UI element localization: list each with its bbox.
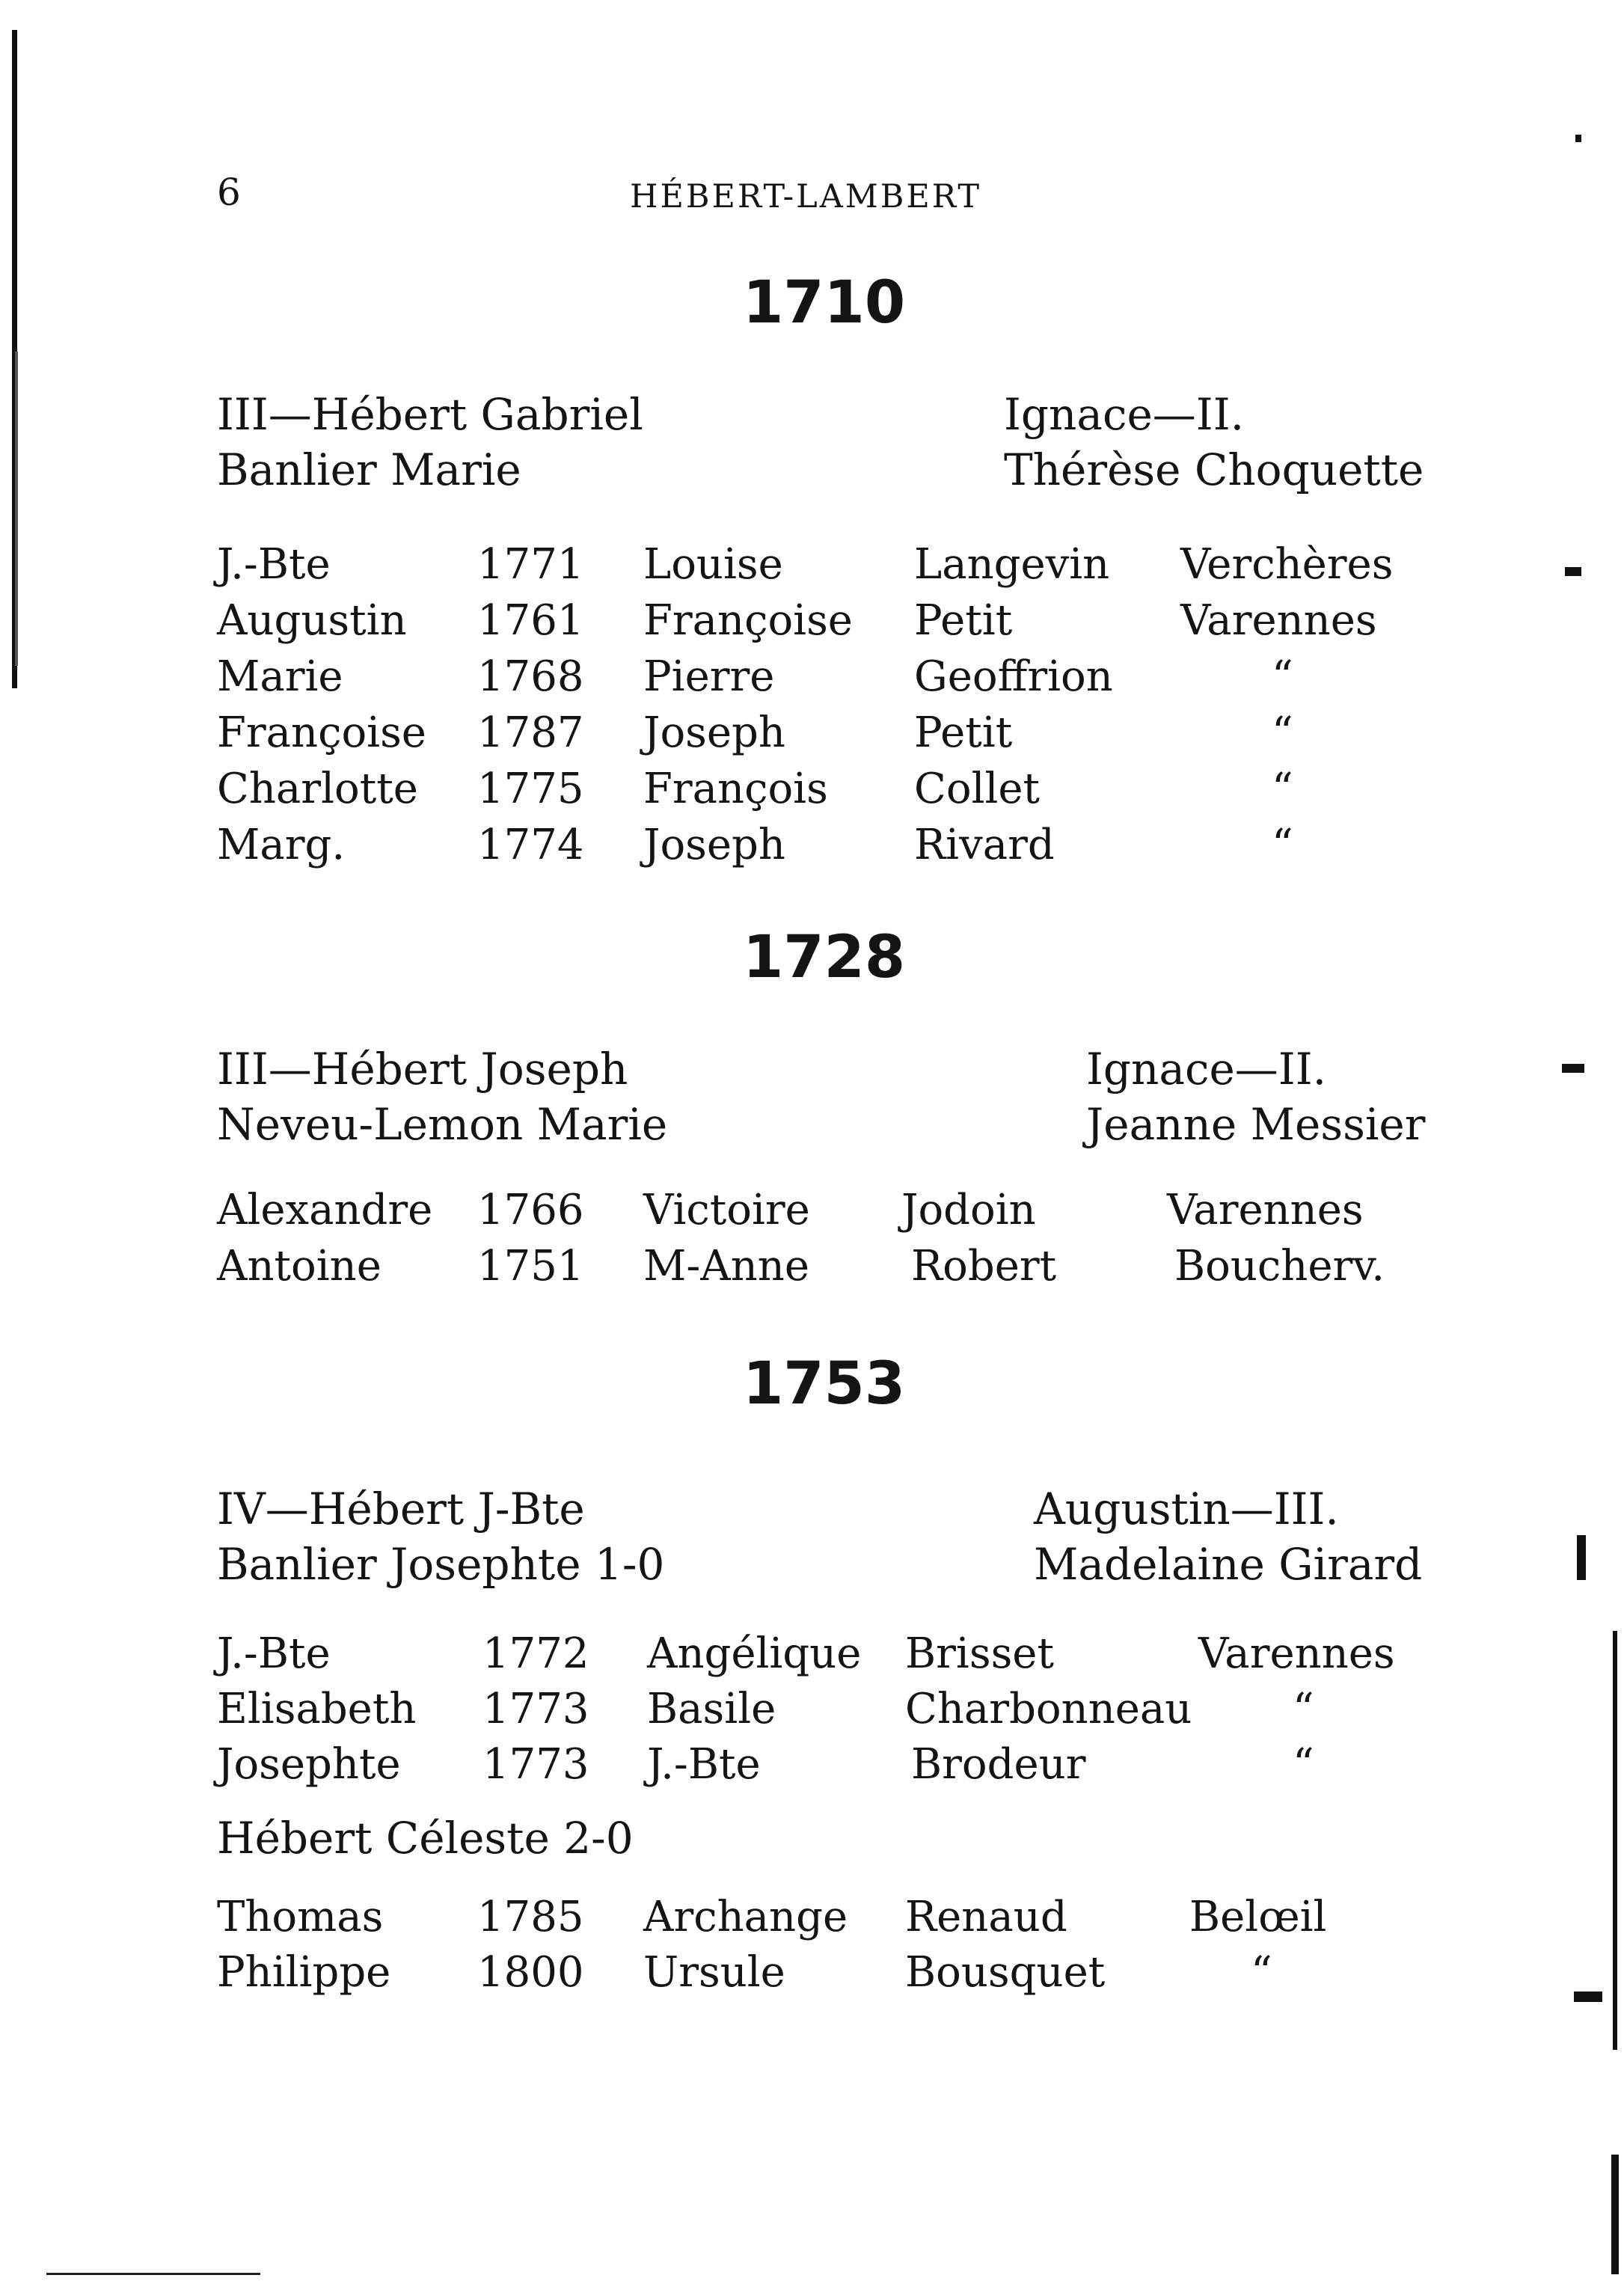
parish-ditto: “: [1272, 821, 1293, 869]
spouse-first-name: Joseph: [643, 821, 785, 869]
marriage-year: 1773: [482, 1740, 589, 1789]
husband-name: III—Hébert Joseph: [217, 1044, 628, 1094]
husband-name: III—Hébert Gabriel: [217, 389, 643, 440]
spouse-first-name: Joseph: [643, 708, 785, 757]
parish-ditto: “: [1293, 1685, 1314, 1733]
spouse-surname: Jodoin: [901, 1186, 1036, 1234]
spouse-surname: Petit: [914, 708, 1013, 757]
spouse-first-name: Angélique: [647, 1629, 862, 1678]
spouse-surname: Brisset: [905, 1629, 1054, 1678]
spouse-surname: Robert: [911, 1242, 1057, 1291]
parish: Varennes: [1180, 596, 1377, 645]
wife-parent: Thérèse Choquette: [1004, 444, 1424, 495]
spouse-first-name: Basile: [647, 1685, 776, 1733]
spouse-first-name: François: [643, 765, 828, 813]
child-name: Françoise: [217, 708, 426, 757]
running-title: HÉBERT-LAMBERT: [630, 178, 982, 215]
right-edge-mark: [1611, 2155, 1619, 2274]
child-name: Marie: [217, 652, 343, 701]
spouse-first-name: Françoise: [643, 596, 853, 645]
parish-ditto: “: [1272, 765, 1293, 813]
spouse-surname: Renaud: [905, 1893, 1067, 1941]
spouse-first-name: Pierre: [643, 652, 775, 701]
page-number: 6: [217, 171, 241, 214]
spouse-surname: Geoffrion: [914, 652, 1113, 701]
spouse-surname: Charbonneau: [905, 1685, 1192, 1733]
wife-name: Banlier Josephte 1-0: [217, 1539, 665, 1590]
child-name: Philippe: [217, 1948, 391, 1997]
wife-name: Banlier Marie: [217, 444, 521, 495]
parish-ditto: “: [1272, 652, 1293, 701]
parish-ditto: “: [1272, 708, 1293, 757]
marriage-year: 1751: [477, 1242, 584, 1291]
marriage-year: 1772: [482, 1629, 589, 1678]
marriage-year: 1787: [477, 708, 584, 757]
parish-ditto: “: [1251, 1948, 1272, 1997]
marriage-year: 1766: [477, 1186, 584, 1234]
husband-parent: Augustin—III.: [1034, 1484, 1339, 1534]
spouse-surname: Bousquet: [905, 1948, 1106, 1997]
spouse-surname: Petit: [914, 596, 1013, 645]
marriage-year: 1771: [477, 540, 584, 589]
section-year: 1753: [743, 1350, 906, 1418]
parish: Belœil: [1189, 1893, 1327, 1941]
right-edge-mark: [1562, 1064, 1584, 1073]
husband-name: IV—Hébert J-Bte: [217, 1484, 585, 1534]
spouse-first-name: Ursule: [643, 1948, 785, 1997]
spouse-surname: Brodeur: [911, 1740, 1086, 1789]
spouse-first-name: Archange: [643, 1893, 848, 1941]
section-year: 1728: [743, 924, 906, 991]
child-name: Josephte: [217, 1740, 401, 1789]
wife-parent: Madelaine Girard: [1034, 1539, 1423, 1590]
right-edge-mark: [1613, 1631, 1617, 2050]
spouse-first-name: Louise: [643, 540, 783, 589]
wife-parent: Jeanne Messier: [1086, 1099, 1426, 1150]
husband-parent: Ignace—II.: [1004, 389, 1245, 440]
child-name: Augustin: [217, 596, 407, 645]
parish-ditto: “: [1293, 1740, 1314, 1789]
marriage-year: 1785: [477, 1893, 584, 1941]
second-marriage-label: Hébert Céleste 2-0: [217, 1813, 634, 1864]
marriage-year: 1774: [477, 821, 584, 869]
left-margin-tick: [15, 352, 18, 666]
husband-parent: Ignace—II.: [1086, 1044, 1327, 1094]
child-name: Charlotte: [217, 765, 418, 813]
child-name: Thomas: [217, 1893, 384, 1941]
right-edge-mark: [1565, 567, 1581, 576]
marriage-year: 1800: [477, 1948, 584, 1997]
spouse-surname: Langevin: [914, 540, 1110, 589]
spouse-first-name: M-Anne: [643, 1242, 809, 1291]
section-year: 1710: [743, 269, 906, 337]
wife-name: Neveu-Lemon Marie: [217, 1099, 668, 1150]
marriage-year: 1775: [477, 765, 584, 813]
right-edge-mark: [1574, 1991, 1602, 2002]
parish: Varennes: [1198, 1629, 1395, 1678]
right-edge-mark: [1577, 1535, 1586, 1580]
child-name: Elisabeth: [217, 1685, 417, 1733]
marriage-year: 1768: [477, 652, 584, 701]
child-name: Marg.: [217, 821, 346, 869]
child-name: Antoine: [217, 1242, 382, 1291]
parish: Varennes: [1167, 1186, 1364, 1234]
bottom-rule: [46, 2273, 260, 2275]
right-edge-mark: [1575, 135, 1581, 142]
child-name: J.-Bte: [217, 540, 331, 589]
spouse-surname: Rivard: [914, 821, 1055, 869]
child-name: Alexandre: [217, 1186, 433, 1234]
parish: Verchères: [1180, 540, 1394, 589]
parish: Boucherv.: [1174, 1242, 1385, 1291]
marriage-year: 1773: [482, 1685, 589, 1733]
child-name: J.-Bte: [217, 1629, 331, 1678]
marriage-year: 1761: [477, 596, 584, 645]
spouse-first-name: J.-Bte: [647, 1740, 761, 1789]
spouse-first-name: Victoire: [643, 1186, 810, 1234]
spouse-surname: Collet: [914, 765, 1041, 813]
